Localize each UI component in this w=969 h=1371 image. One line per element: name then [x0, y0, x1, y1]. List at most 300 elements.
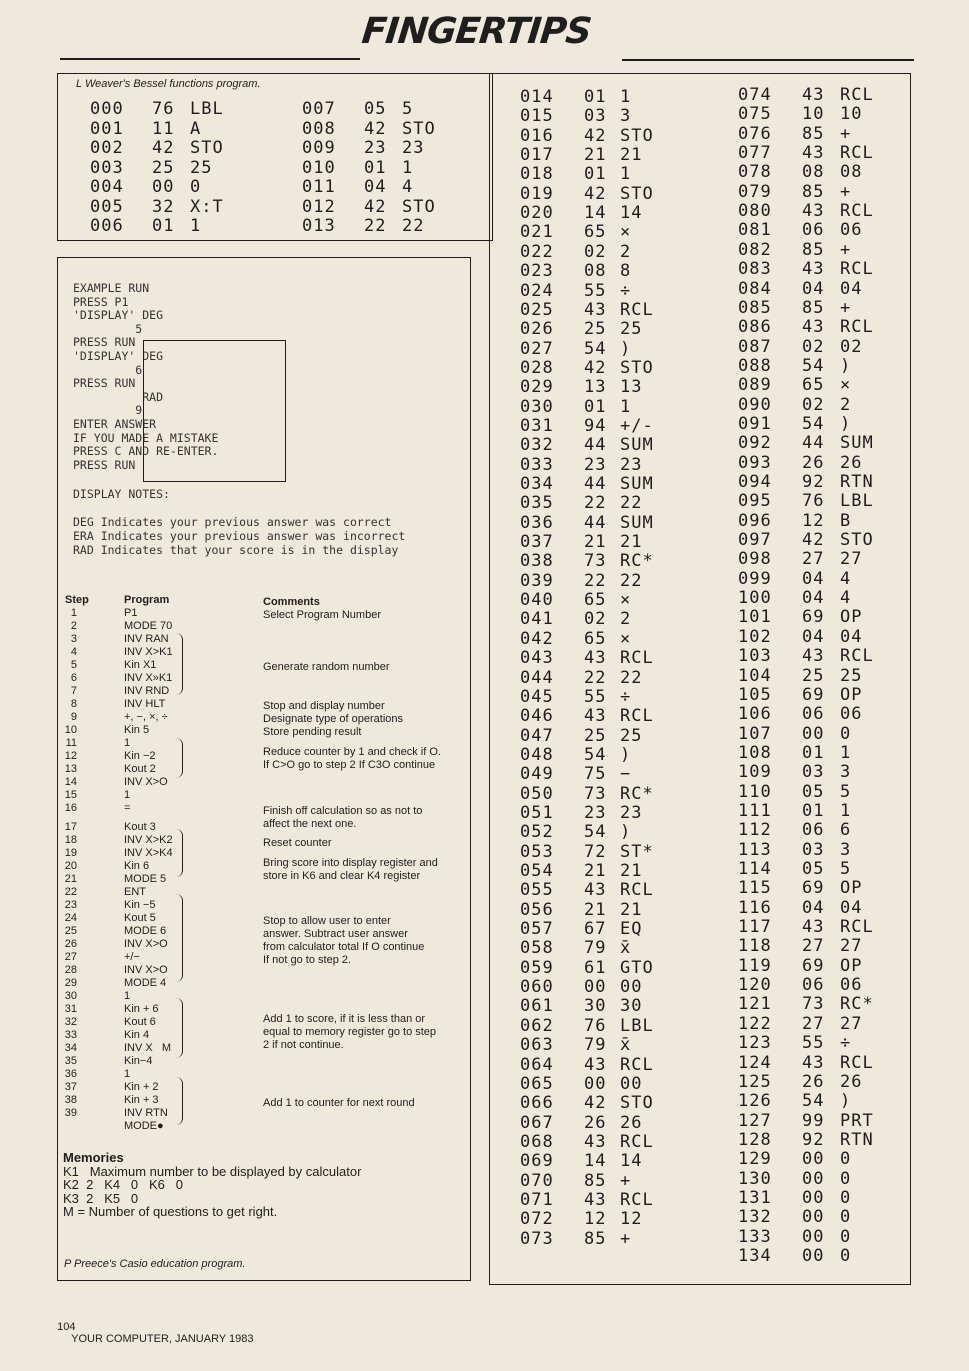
listing-step: 055 [520, 880, 554, 901]
step-number: 8 [70, 698, 77, 710]
listing-step: 060 [520, 977, 554, 998]
listing-step: 128 [738, 1129, 772, 1150]
listing-step: 023 [520, 261, 554, 282]
step-number: 36 [64, 1068, 77, 1080]
listing-code: 75 [584, 764, 607, 785]
step-number: 33 [64, 1029, 77, 1041]
listing-key: EQ [620, 919, 643, 940]
example-run-line: RAD [73, 389, 164, 404]
step-program: +, −, ×, ÷ [124, 711, 168, 723]
listing-key: 04 [840, 626, 863, 647]
comment-reduce-counter: Reduce counter by 1 and check if O. If C>O go to step 2 If C3O continue [263, 746, 441, 771]
listing-key: + [840, 123, 852, 144]
listing-step: 097 [738, 530, 772, 551]
memory-line-1: K1 Maximum number to be displayed by calculator [63, 1163, 362, 1179]
step-program: INV X>K4 [124, 847, 173, 859]
comment-stop-display: Stop and display number [263, 700, 385, 712]
step-program: = [124, 802, 131, 814]
listing-code: 69 [802, 684, 825, 705]
listing-step: 106 [738, 704, 772, 725]
step-number: 16 [64, 802, 77, 814]
listing-key: × [620, 628, 632, 649]
listing-step: 013 [302, 216, 336, 236]
listing-code: 43 [584, 648, 607, 669]
listing-step: 042 [520, 628, 554, 649]
listing-code: 01 [584, 87, 607, 107]
example-run-line: 5 [73, 321, 143, 336]
step-program: MODE 6 [124, 925, 167, 937]
step-program: INV X>K1 [124, 646, 173, 658]
listing-step: 061 [520, 996, 554, 1017]
example-run-line: 9 [73, 403, 143, 418]
listing-step: 034 [520, 474, 554, 494]
listing-code: 22 [364, 216, 387, 236]
listing-step: 119 [738, 955, 772, 976]
listing-step: 080 [738, 201, 772, 222]
listing-step: 067 [520, 1112, 554, 1133]
listing-step: 114 [738, 859, 772, 879]
listing-step: 019 [520, 183, 554, 204]
listing-step: 024 [520, 280, 554, 301]
listing-step: 072 [520, 1209, 554, 1230]
listing-key: SUM [620, 474, 654, 494]
listing-key: ÷ [620, 280, 632, 301]
example-run-line: PRESS P1 [73, 294, 129, 309]
listing-code: 43 [584, 299, 607, 320]
listing-key: 0 [840, 1226, 852, 1247]
listing-step: 085 [738, 297, 772, 318]
listing-code: 54 [802, 413, 825, 434]
listing-code: 69 [802, 607, 825, 628]
step-number: 3 [70, 633, 77, 645]
listing-code: 27 [802, 1013, 825, 1034]
listing-code: 76 [802, 491, 825, 512]
listing-step: 005 [90, 196, 124, 217]
step-header: Step [65, 594, 89, 606]
listing-code: 00 [802, 1149, 825, 1170]
listing-key: 23 [620, 454, 643, 475]
step-number: 27 [64, 951, 77, 963]
listing-step: 131 [738, 1187, 772, 1208]
listing-key: STO [620, 183, 654, 204]
listing-code: 30 [584, 996, 607, 1017]
brace-answer [176, 894, 183, 982]
example-run-line: EXAMPLE RUN [73, 281, 150, 295]
listing-key: ) [840, 1091, 852, 1112]
listing-code: 22 [584, 570, 607, 591]
listing-step: 116 [738, 897, 772, 918]
listing-step: 027 [520, 338, 554, 359]
step-number: 14 [64, 776, 77, 788]
listing-code: 43 [584, 1131, 607, 1152]
listing-key: 13 [620, 377, 643, 398]
listing-key: OP [840, 684, 863, 705]
listing-key: 22 [620, 667, 643, 688]
listing-key: 06 [840, 975, 863, 996]
step-number: 25 [64, 925, 77, 937]
listing-key: 3 [620, 106, 632, 127]
step-number: 26 [64, 938, 77, 950]
listing-code: 02 [802, 336, 825, 357]
listing-key: 1 [620, 396, 632, 417]
listing-step: 025 [520, 299, 554, 320]
listing-step: 111 [738, 800, 772, 821]
listing-key: SUM [620, 435, 654, 456]
listing-key: 0 [840, 1168, 852, 1189]
step-program: MODE 4 [124, 977, 167, 989]
example-run-line: PRESS C AND RE-ENTER. [73, 444, 219, 459]
listing-step: 004 [90, 177, 124, 197]
step-number: 30 [64, 990, 77, 1002]
listing-step: 122 [738, 1013, 772, 1034]
listing-step: 115 [738, 878, 772, 899]
step-program: 1 [124, 737, 131, 749]
listing-key: × [620, 222, 632, 243]
step-number: 6 [70, 672, 77, 684]
listing-code: 23 [584, 802, 607, 823]
listing-key: 1 [840, 800, 852, 821]
step-program: Kin−4 [124, 1055, 153, 1067]
listing-key: RCL [620, 880, 654, 901]
listing-key: RCL [620, 1054, 654, 1075]
listing-key: OP [840, 607, 863, 628]
step-number: 38 [64, 1094, 77, 1106]
step-program: INV HLT [124, 698, 166, 710]
example-run-line: 6 [73, 362, 143, 377]
listing-code: 00 [584, 977, 607, 998]
listing-step: 091 [738, 413, 772, 434]
listing-step: 038 [520, 551, 554, 572]
listing-code: 54 [802, 355, 825, 376]
listing-step: 059 [520, 957, 554, 978]
display-note-3: RAD Indicates that your score is in the display [73, 543, 399, 557]
listing-key: RCL [620, 706, 654, 727]
listing-step: 107 [738, 723, 772, 744]
listing-key: 21 [620, 532, 643, 553]
comments-header: Comments [263, 596, 320, 608]
listing-step: 029 [520, 377, 554, 398]
listing-key: + [620, 1228, 632, 1249]
page-footer [51, 1309, 254, 1345]
listing-key: 06 [840, 220, 863, 241]
listing-step: 089 [738, 375, 772, 396]
listing-code: 61 [584, 957, 607, 978]
listing-step: 020 [520, 203, 554, 224]
listing-key: SUM [620, 512, 654, 533]
listing-key: RCL [840, 317, 874, 338]
section-title: FINGERTIPS [359, 11, 593, 52]
listing-step: 014 [520, 87, 554, 107]
step-program: Kin + 2 [124, 1081, 159, 1093]
listing-key: 00 [620, 977, 643, 998]
listing-code: 43 [584, 880, 607, 901]
listing-key: 23 [402, 138, 425, 158]
step-program: MODE 5 [124, 873, 167, 885]
listing-step: 000 [90, 99, 124, 119]
listing-code: 26 [802, 452, 825, 473]
example-run-line: 'DISPLAY' DEG [73, 348, 164, 363]
listing-code: 27 [802, 936, 825, 957]
listing-step: 113 [738, 839, 772, 860]
listing-code: 44 [584, 474, 607, 494]
step-number: 12 [64, 750, 77, 762]
listing-step: 084 [738, 278, 772, 299]
weaver-caption: L Weaver's Bessel functions program. [76, 78, 261, 90]
listing-key: ÷ [620, 686, 632, 707]
listing-code: 54 [802, 1091, 825, 1112]
listing-key: 21 [620, 899, 643, 920]
step-program: Kin X1 [124, 659, 157, 671]
listing-key: RC* [620, 783, 654, 804]
listing-code: 54 [584, 744, 607, 765]
listing-code: 85 [584, 1170, 607, 1191]
example-run-line: IF YOU MADE A MISTAKE [73, 430, 219, 445]
listing-key: ST* [620, 841, 654, 862]
listing-code: 08 [584, 261, 607, 282]
brace-random [176, 633, 183, 695]
listing-code: 23 [364, 138, 387, 158]
listing-key: 0 [840, 1187, 852, 1208]
listing-step: 103 [738, 646, 772, 667]
listing-code: 55 [584, 280, 607, 301]
listing-key: 1 [620, 164, 632, 185]
listing-code: 43 [584, 1054, 607, 1075]
memory-line-2: K2 2 K4 0 K6 0 [63, 1177, 183, 1192]
memory-line-3: K3 2 K5 0 [63, 1190, 139, 1206]
listing-step: 050 [520, 783, 554, 804]
listing-code: 44 [584, 435, 607, 456]
step-program: Kout 2 [124, 763, 156, 775]
listing-code: 26 [584, 1112, 607, 1133]
listing-step: 044 [520, 667, 554, 688]
step-number: 9 [70, 711, 77, 723]
listing-key: LBL [840, 491, 874, 512]
listing-code: 21 [584, 532, 607, 553]
listing-code: 25 [152, 157, 175, 178]
listing-key: STO [620, 1093, 654, 1114]
step-number: 10 [64, 724, 77, 736]
listing-step: 127 [738, 1110, 772, 1131]
listing-code: 65 [584, 628, 607, 649]
brace-reset [176, 829, 183, 877]
listing-step: 008 [302, 118, 336, 139]
brace-score [176, 998, 183, 1058]
listing-code: 13 [584, 377, 607, 398]
listing-key: STO [402, 118, 436, 139]
listing-code: 04 [802, 626, 825, 647]
listing-key: STO [620, 357, 654, 378]
listing-key: 25 [190, 157, 213, 178]
step-program: Kin −5 [124, 899, 156, 911]
brace-counter [176, 738, 183, 778]
listing-step: 134 [738, 1246, 772, 1266]
memories-section [63, 1151, 361, 1219]
listing-code: 43 [584, 1189, 607, 1210]
example-run-line: ENTER ANSWER [73, 416, 157, 431]
step-program: INV X>O [124, 776, 168, 788]
listing-key: 23 [620, 802, 643, 823]
step-number: 15 [64, 789, 77, 801]
listing-code: 04 [802, 568, 825, 589]
listing-code: 65 [802, 375, 825, 396]
listing-code: 73 [802, 994, 825, 1015]
step-program: Kin + 3 [124, 1094, 159, 1106]
step-program: Kin 6 [124, 860, 150, 872]
listing-key: RTN [840, 1129, 874, 1150]
listing-code: 42 [584, 1093, 607, 1114]
listing-code: 67 [584, 919, 607, 940]
listing-code: 00 [802, 1246, 825, 1266]
listing-step: 053 [520, 841, 554, 862]
listing-code: 43 [802, 259, 825, 280]
listing-key: 08 [840, 162, 863, 183]
listing-code: 00 [802, 723, 825, 744]
listing-step: 010 [302, 157, 336, 178]
step-number: 13 [64, 763, 77, 775]
comment-stop-user: Stop to allow user to enter answer. Subtract user answer from calculator total If O continue If not go to step 2. [263, 915, 425, 966]
listing-key: 5 [840, 859, 852, 879]
listing-step: 028 [520, 357, 554, 378]
step-program: MODE 70 [124, 620, 173, 632]
listing-step: 087 [738, 336, 772, 357]
listing-step: 039 [520, 570, 554, 591]
listing-key: ) [840, 413, 852, 434]
example-run-frame [143, 340, 286, 482]
listing-step: 030 [520, 396, 554, 417]
step-number: 37 [64, 1081, 77, 1093]
listing-step: 073 [520, 1228, 554, 1249]
listing-key: + [840, 239, 852, 260]
comment-reset-counter: Reset counter [263, 837, 332, 849]
step-program: Kin + 6 [124, 1003, 159, 1015]
comment-finish-off: Finish off calculation so as not to affect the next one. [263, 805, 423, 830]
listing-step: 057 [520, 919, 554, 940]
step-number: 32 [64, 1016, 77, 1028]
listing-code: 05 [364, 99, 387, 119]
listing-step: 056 [520, 899, 554, 920]
step-program: 1 [124, 1068, 131, 1080]
listing-step: 132 [738, 1207, 772, 1228]
listing-code: 01 [584, 396, 607, 417]
listing-code: 02 [584, 241, 607, 262]
listing-step: 022 [520, 241, 554, 262]
listing-key: STO [402, 196, 436, 217]
listing-code: 85 [802, 181, 825, 202]
listing-step: 031 [520, 415, 554, 436]
listing-code: 11 [152, 118, 175, 139]
step-number: 23 [64, 899, 77, 911]
step-number: 20 [64, 860, 77, 872]
listing-step: 006 [90, 216, 124, 236]
listing-step: 104 [738, 665, 772, 686]
step-program: INV X>O [124, 938, 168, 950]
listing-code: 21 [584, 861, 607, 881]
listing-key: OP [840, 878, 863, 899]
listing-code: 85 [584, 1228, 607, 1249]
listing-code: 00 [802, 1187, 825, 1208]
step-program: +/− [124, 951, 140, 963]
listing-key: PRT [840, 1110, 874, 1131]
listing-code: 44 [584, 512, 607, 533]
listing-step: 052 [520, 822, 554, 843]
listing-step: 032 [520, 435, 554, 456]
listing-key: 4 [840, 568, 852, 589]
listing-step: 049 [520, 764, 554, 785]
step-program: INV RND [124, 685, 170, 697]
listing-code: 69 [802, 878, 825, 899]
listing-code: 00 [802, 1168, 825, 1189]
listing-key: GTO [620, 957, 654, 978]
listing-key: RCL [840, 85, 874, 105]
listing-key: 25 [620, 725, 643, 746]
listing-key: RC* [620, 551, 654, 572]
listing-key: SUM [840, 433, 874, 454]
listing-step: 082 [738, 239, 772, 260]
step-program: Kout 3 [124, 821, 156, 833]
listing-step: 070 [520, 1170, 554, 1191]
listing-step: 047 [520, 725, 554, 746]
listing-code: 12 [802, 510, 825, 531]
step-program: INV X>O [124, 964, 168, 976]
step-program: INV X»K1 [124, 672, 173, 684]
listing-step: 051 [520, 802, 554, 823]
listing-step: 068 [520, 1131, 554, 1152]
step-program: INV X>K2 [124, 834, 173, 846]
listing-code: 00 [584, 1073, 607, 1094]
listing-key: 26 [840, 1071, 863, 1092]
listing-key: RCL [620, 1131, 654, 1152]
listing-code: 32 [152, 196, 175, 217]
listing-key: RCL [840, 1052, 874, 1073]
listing-step: 040 [520, 590, 554, 611]
listing-step: 118 [738, 936, 772, 957]
listing-key: ) [620, 744, 632, 765]
listing-key: LBL [190, 99, 224, 119]
listing-code: 25 [802, 665, 825, 686]
listing-code: 03 [584, 106, 607, 127]
step-number: 18 [64, 834, 77, 846]
listing-code: 22 [584, 493, 607, 514]
comment-select-program: Select Program Number [263, 609, 381, 621]
listing-code: 42 [584, 357, 607, 378]
listing-step: 021 [520, 222, 554, 243]
listing-code: 01 [152, 216, 175, 236]
listing-code: 04 [802, 588, 825, 609]
listing-step: 108 [738, 742, 772, 763]
listing-key: 14 [620, 1151, 643, 1172]
comment-bring-score: Bring score into display register and store in K6 and clear K4 register [263, 857, 438, 882]
listing-step: 064 [520, 1054, 554, 1075]
listing-step: 069 [520, 1151, 554, 1172]
listing-step: 065 [520, 1073, 554, 1094]
listing-code: 65 [584, 590, 607, 611]
listing-step: 046 [520, 706, 554, 727]
listing-step: 099 [738, 568, 772, 589]
header-rule-left [60, 58, 360, 60]
listing-code: 55 [584, 686, 607, 707]
listing-key: STO [840, 530, 874, 551]
listing-code: 02 [584, 609, 607, 630]
listing-key: RTN [840, 472, 874, 492]
listing-code: 85 [802, 123, 825, 144]
memory-line-4: M = Number of questions to get right. [63, 1204, 278, 1219]
page-number: 104 [57, 1321, 76, 1333]
listing-key: RCL [620, 648, 654, 669]
listing-code: 76 [152, 99, 175, 119]
listing-step: 120 [738, 975, 772, 996]
display-note-2: ERA Indicates your previous answer was incorrect [73, 529, 406, 543]
listing-step: 081 [738, 220, 772, 241]
